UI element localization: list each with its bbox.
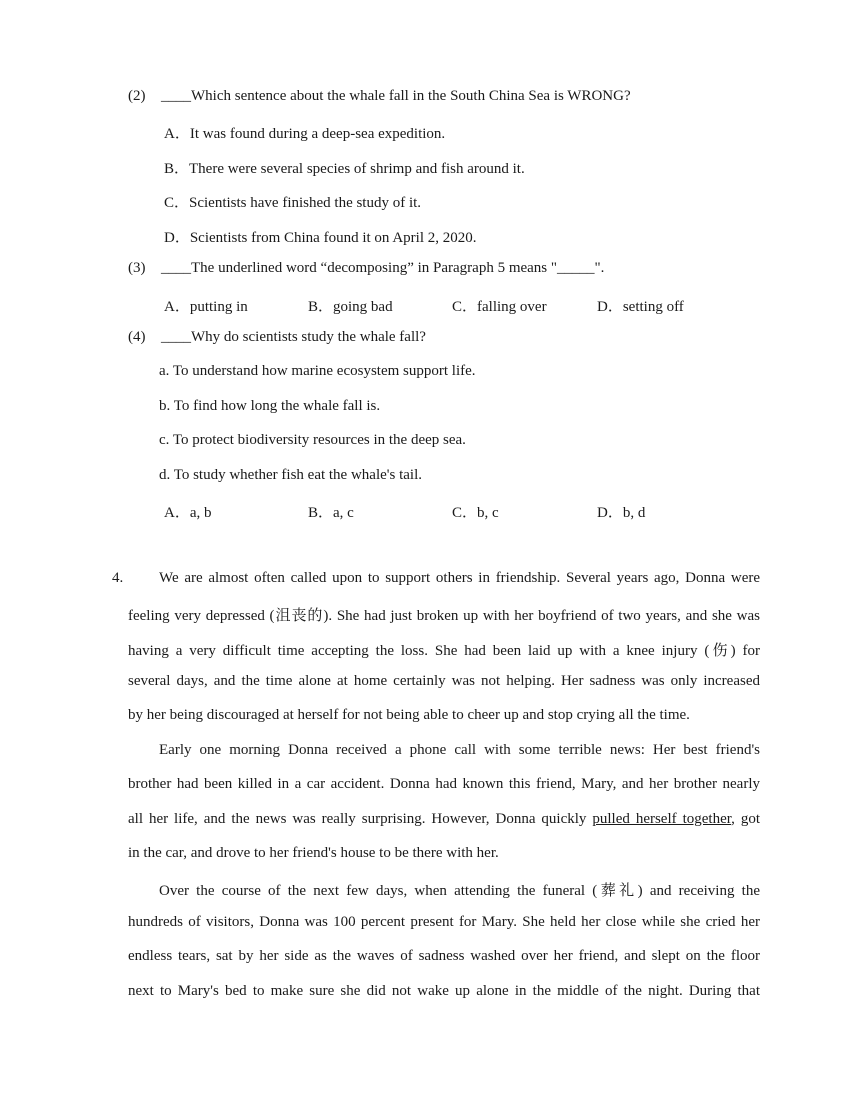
paragraph-1-line: by her being discouraged at herself for not being able to cheer up and stop crying all the time.	[128, 707, 690, 723]
option-c: C．Scientists have finished the study of it.	[164, 195, 422, 211]
option-d: D．setting off	[597, 299, 684, 315]
option-a: A．It was found during a deep-sea expedition.	[164, 126, 446, 142]
option-a: A．putting in	[164, 299, 248, 315]
question-text: ____Which sentence about the whale fall in the South China Sea is WRONG?	[161, 88, 631, 104]
paragraph-2-line: in the car, and drove to her friend's house to be there with her.	[128, 845, 499, 861]
option-b: B．going bad	[308, 299, 393, 315]
paragraph-2-text: all her life, and the news was really surprising. However, Donna quickly	[128, 811, 593, 827]
underlined-phrase: pulled herself together	[592, 811, 732, 827]
question-text: ____Why do scientists study the whale fall?	[161, 329, 426, 345]
paragraph-1-line: We are almost often called upon to support others in friendship. Several years ago, Donna were	[159, 570, 760, 586]
statement-a: a. To understand how marine ecosystem support life.	[159, 363, 476, 379]
paragraph-1-line: several days, and the time alone at home certainly was not helping. Her sadness was only increased	[128, 673, 760, 689]
paragraph-1-line: having a very difficult time accepting the loss. She had been laid up with a knee injury (伤) for	[128, 643, 760, 659]
question-text: ____The underlined word “decomposing” in Paragraph 5 means "_____".	[161, 260, 605, 276]
question-number: (4)	[128, 329, 146, 345]
option-d: D．Scientists from China found it on April 2, 2020.	[164, 230, 477, 246]
question-number: (2)	[128, 88, 146, 104]
question-4-options	[0, 501, 860, 521]
option-d: D．b, d	[597, 505, 646, 521]
paragraph-3-line: endless tears, sat by her side as the waves of sadness washed over her friend, and slept on the floor	[128, 948, 760, 964]
option-c: C．b, c	[452, 505, 499, 521]
option-c: C．falling over	[452, 299, 547, 315]
paragraph-2-text: , got	[731, 811, 760, 827]
option-a: A．a, b	[164, 505, 212, 521]
paragraph-2-line	[128, 811, 760, 833]
paragraph-3-line: hundreds of visitors, Donna was 100 percent present for Mary. She held her close while she cried her	[128, 914, 760, 930]
paragraph-3-line: Over the course of the next few days, when attending the funeral (葬礼) and receiving the	[159, 883, 760, 899]
statement-b: b. To find how long the whale fall is.	[159, 398, 381, 414]
passage-number: 4.	[112, 570, 124, 586]
question-number: (3)	[128, 260, 146, 276]
statement-d: d. To study whether fish eat the whale's tail.	[159, 467, 422, 483]
paragraph-1-line: feeling very depressed (沮丧的). She had just broken up with her boyfriend of two years, and she was	[128, 608, 760, 624]
question-2-stem	[128, 88, 631, 105]
question-3-stem	[128, 260, 604, 277]
statement-c: c. To protect biodiversity resources in the deep sea.	[159, 432, 466, 448]
question-3-options	[0, 295, 860, 315]
option-b: B．There were several species of shrimp and fish around it.	[164, 161, 525, 177]
option-b: B．a, c	[308, 505, 354, 521]
paragraph-3-line: next to Mary's bed to make sure she did not wake up alone in the middle of the night. During that	[128, 983, 760, 999]
question-4-stem	[128, 329, 426, 346]
paragraph-2-line: Early one morning Donna received a phone call with some terrible news: Her best friend's	[159, 742, 760, 758]
paragraph-2-line: brother had been killed in a car accident. Donna had known this friend, Mary, and her brother nearly	[128, 776, 760, 792]
